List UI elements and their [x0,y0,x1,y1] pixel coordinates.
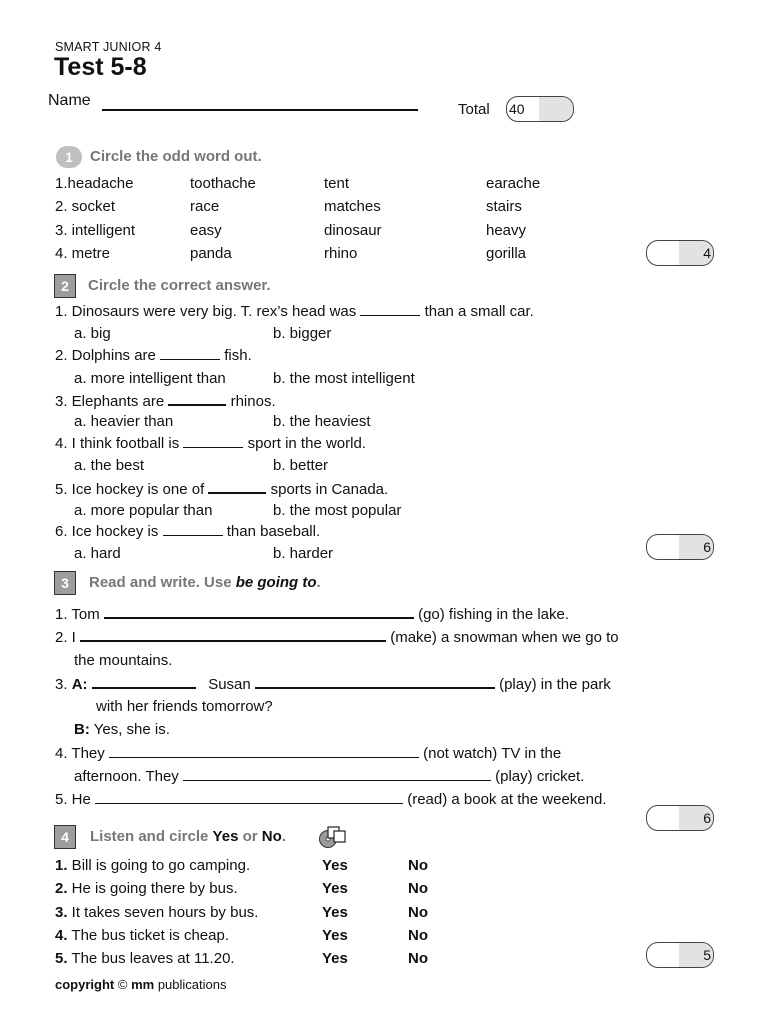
s2-q5-option-b[interactable]: b. the most popular [273,502,402,519]
section-3-badge: 3 [54,571,76,595]
s3-blank-2[interactable] [80,628,386,642]
s4-item-2-no[interactable]: No [408,880,428,897]
section-2-score-box[interactable] [646,534,714,560]
s3-line-4-cont: afternoon. They (play) cricket. [74,768,585,785]
s3-line-5: 5. He (read) a book at the weekend. [55,791,607,808]
s1-row-3-col-3: dinosaur [324,222,382,239]
s1-row-3-col-2: easy [190,222,222,239]
s3-blank-1[interactable] [104,605,414,619]
s2-question-1: 1. Dinosaurs were very big. T. rex’s head was than a small car. [55,303,534,320]
s2-q2-option-a[interactable]: a. more intelligent than [74,370,226,387]
section-1-instruction: Circle the odd word out. [90,148,262,165]
s1-row-1-col-4: earache [486,175,541,192]
section-4-badge: 4 [54,825,76,849]
s4-item-3-no[interactable]: No [408,904,428,921]
section-2-score-value: 6 [703,539,711,555]
s3-line-1: 1. Tom (go) fishing in the lake. [55,606,570,623]
s4-item-5-no[interactable]: No [408,950,428,967]
s4-item-5: 5. The bus leaves at 11.20. [55,950,235,967]
s1-row-1-col-3: tent [324,175,350,192]
s3-line-4: 4. They (not watch) TV in the [55,745,562,762]
s3-blank-4b[interactable] [183,768,491,781]
s4-item-4-yes[interactable]: Yes [322,927,348,944]
s1-row-2-col-1: 2. socket [55,198,116,215]
total-score-box[interactable] [506,96,574,122]
s1-row-4-col-4: gorilla [486,245,527,262]
section-4-score-box[interactable] [646,942,714,968]
section-1-badge: 1 [56,146,82,168]
s1-row-3-col-1: 3. intelligent [55,222,136,239]
s4-item-2-yes[interactable]: Yes [322,880,348,897]
s2-q3-option-b[interactable]: b. the heaviest [273,413,371,430]
name-label: Name [48,92,91,109]
s4-item-1: 1. Bill is going to go camping. [55,857,251,874]
s2-q6-option-b[interactable]: b. harder [273,545,334,562]
s1-row-4-col-1: 4. metre [55,245,111,262]
total-label: Total [458,101,490,118]
s2-q4-option-a[interactable]: a. the best [74,457,145,474]
s4-item-2: 2. He is going there by bus. [55,880,238,897]
section-2-badge: 2 [54,274,76,298]
page-title: Test 5-8 [54,53,147,81]
s4-item-1-no[interactable]: No [408,857,428,874]
s3-blank-3a[interactable] [92,675,196,689]
section-3-instruction: Read and write. Use be going to. [89,574,321,591]
s1-row-2-col-3: matches [324,198,381,215]
s2-question-6: 6. Ice hockey is than baseball. [55,523,321,540]
s3-line-3-b: B: Yes, she is. [74,721,170,738]
total-score-value: 40 [509,101,525,117]
name-field[interactable] [102,109,418,111]
cd-audio-icon [317,826,347,848]
section-4-score-value: 5 [703,947,711,963]
s3-blank-3b[interactable] [255,675,495,689]
s1-row-4-col-2: panda [190,245,232,262]
s2-q6-option-a[interactable]: a. hard [74,545,121,562]
section-2-instruction: Circle the correct answer. [88,277,271,294]
section-1-score-box[interactable] [646,240,714,266]
s4-item-4: 4. The bus ticket is cheap. [55,927,229,944]
copyright-notice: copyright © mm publications [55,977,227,992]
s4-item-5-yes[interactable]: Yes [322,950,348,967]
s2-q5-option-a[interactable]: a. more popular than [74,502,213,519]
s1-row-4-col-3: rhino [324,245,358,262]
section-3-score-value: 6 [703,810,711,826]
s3-line-3-cont: with her friends tomorrow? [96,698,273,715]
s2-q4-option-b[interactable]: b. better [273,457,329,474]
s2-q1-option-a[interactable]: a. big [74,325,111,342]
s2-question-2: 2. Dolphins are fish. [55,347,252,364]
section-3-score-box[interactable] [646,805,714,831]
s3-blank-5[interactable] [95,791,403,804]
s2-q3-option-a[interactable]: a. heavier than [74,413,174,430]
s4-item-1-yes[interactable]: Yes [322,857,348,874]
s3-blank-4a[interactable] [109,745,419,758]
s2-q1-option-b[interactable]: b. bigger [273,325,332,342]
s1-row-2-col-4: stairs [486,198,522,215]
s1-row-3-col-4: heavy [486,222,527,239]
section-4-instruction: Listen and circle Yes or No. [90,828,286,845]
s3-line-3: 3. A: Susan (play) in the park [55,676,611,693]
s3-line-2: 2. I (make) a snowman when we go to [55,629,619,646]
s4-item-3: 3. It takes seven hours by bus. [55,904,259,921]
s2-question-5: 5. Ice hockey is one of sports in Canada. [55,481,389,498]
section-1-score-value: 4 [703,245,711,261]
s2-question-3: 3. Elephants are rhinos. [55,393,276,410]
s1-row-2-col-2: race [190,198,220,215]
s4-item-4-no[interactable]: No [408,927,428,944]
series-name: SMART JUNIOR 4 [55,40,162,54]
s1-row-1-col-2: toothache [190,175,256,192]
s4-item-3-yes[interactable]: Yes [322,904,348,921]
s2-q2-option-b[interactable]: b. the most intelligent [273,370,415,387]
s2-question-4: 4. I think football is sport in the world. [55,435,366,452]
s1-row-1-col-1: 1.headache [55,175,134,192]
s3-line-2-cont: the mountains. [74,652,173,669]
